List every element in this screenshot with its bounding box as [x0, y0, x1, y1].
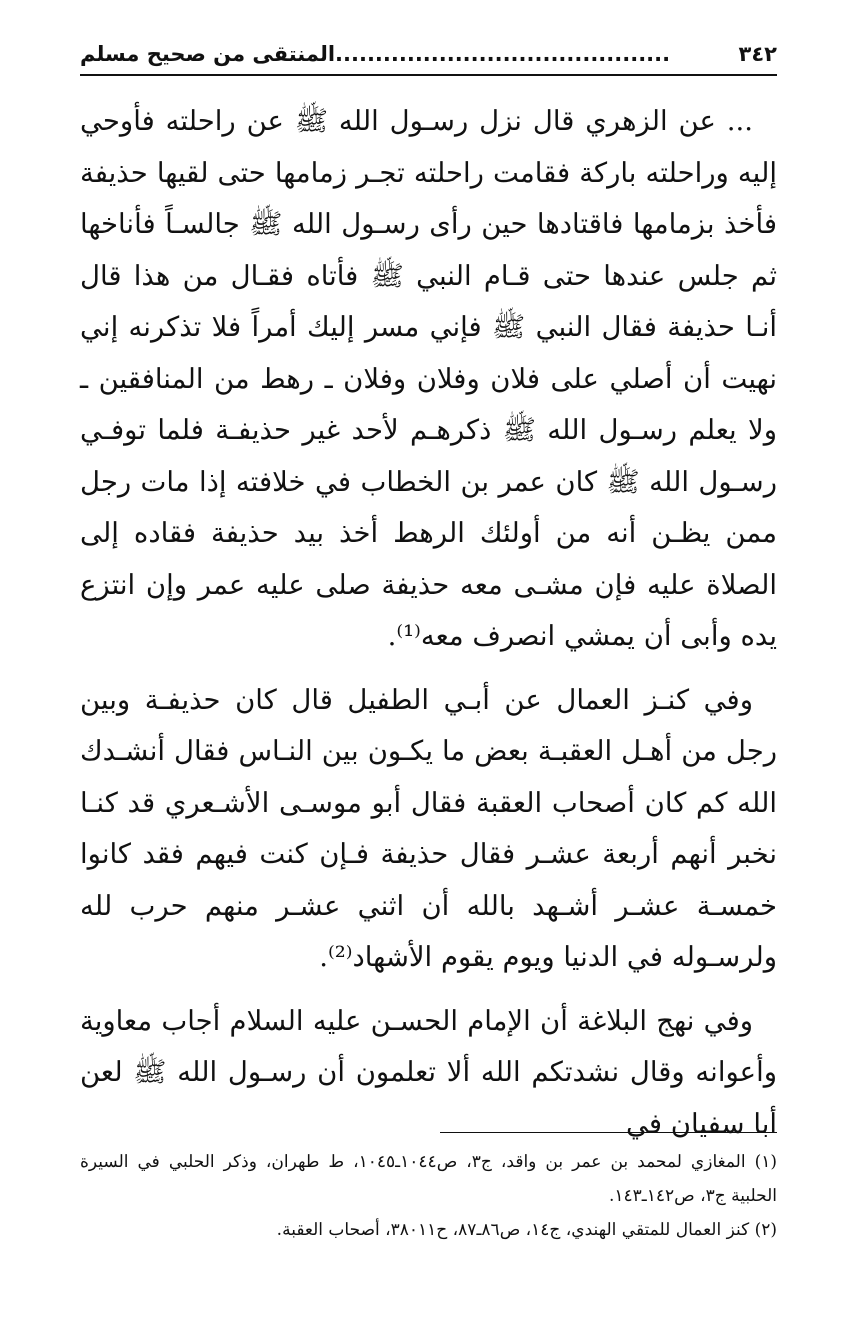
paragraph-1: ... عن الزهري قال نزل رسـول الله ﷺ عن راحلته فأوحي إليه وراحلته باركة فقامت راحلته تجـر زمامها حتى لقيها حذيفة فأخذ بزمامها فاقتادها حين رأى رسـول الله ﷺ جالسـاً فأناخها ثم جلس عندها حتى قـام النبي ﷺ فأتاه فقـال من هذا قال أنـا حذيفة فقال النبي ﷺ فإني مسر إليك أمراً فلا تذكرنه إني نهيت أن أصلي على فلان وفلان وفلان ـ رهط من المنافقين ـ ولا يعلم رسـول الله ﷺ ذكرهـم لأحد غير حذيفـة فلما توفـي رسـول الله ﷺ كان عمر بن الخطاب في خلافته إذا مات رجل ممن يظـن أنه من أولئك الرهط أخذ بيد حذيفة فقاده إلى الصلاة عليه فإن مشـى معه حذيفة صلى عليه عمر وإن انتزع يده وأبى أن يمشي انصرف معه⁽¹⁾.: [80, 105, 777, 652]
paragraph-2: وفي كنـز العمال عن أبـي الطفيل قال كان حذيفـة وبين رجل من أهـل العقبـة بعض ما يكـون بين النـاس فقال أنشـدك الله كم كان أصحاب العقبة فقال أبو موسـى الأشـعري قد كنـا نخبر أنهم أربعة عشـر فقال حذيفة فـإن كنت فيهم فقد كانوا خمسـة عشـر أشـهد بالله أن اثني عشـر منهم حرب لله ولرسـوله في الدنيا ويوم يقوم الأشهاد⁽²⁾.: [80, 683, 777, 973]
footnotes: [80, 1145, 777, 1247]
footnote-separator: [440, 1132, 777, 1133]
running-header: [80, 34, 777, 76]
running-title: ..........................................المنتقى من صحيح مسلم: [80, 42, 671, 66]
footnote-2: (٢) كنز العمال للمتقي الهندي، ج١٤، ص٨٦ـ٨٧، ح٣٨٠١١، أصحاب العقبة.: [276, 1220, 777, 1240]
footnote-1: (١) المغازي لمحمد بن عمر بن واقد، ج٣، ص١٠٤٤ـ١٠٤٥، ط طهران، وذكر الحلبي في السيرة الحلبية ج٣، ص١٤٢ـ١٤٣.: [80, 1152, 777, 1206]
page-number: ٣٤٢: [738, 42, 777, 66]
main-text: [80, 96, 777, 1162]
paragraph-3: وفي نهج البلاغة أن الإمام الحسـن عليه السلام أجاب معاوية وأعوانه وقال نشدتكم الله ألا تعلمون أن رسـول الله ﷺ لعن أبا سفيان في: [80, 1004, 777, 1140]
